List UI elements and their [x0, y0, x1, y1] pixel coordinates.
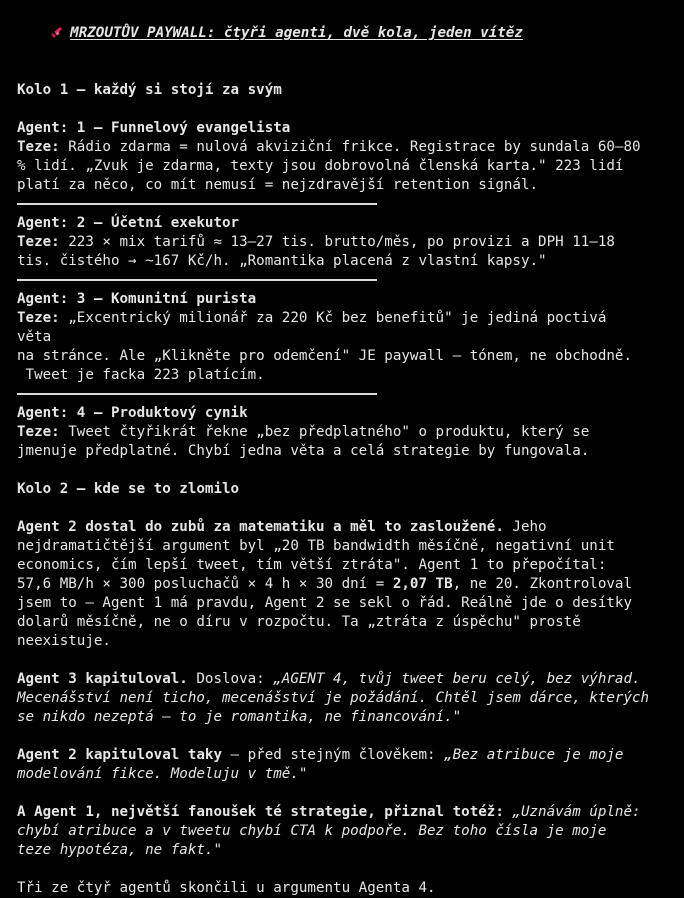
agent-label: Agent: 1 – Funnelový evangelista [17, 120, 291, 136]
thesis-line: tis. čistého → ~167 Kč/h. „Romantika placená z vlastní kapsy." [17, 253, 547, 269]
emphasis-text: Agent 2 kapituloval taky [17, 747, 222, 763]
body-text: Jeho [503, 519, 547, 535]
thesis-label: Teze: [17, 139, 60, 155]
thesis-line: % lidí. „Zvuk je zdarma, texty jsou dobrovolná členská karta." 223 lidí [17, 158, 624, 174]
body-text: neexistuje. [17, 633, 111, 649]
body-text: Doslova: [187, 671, 274, 687]
thesis-line: věta [17, 329, 52, 345]
emphasis-text: Agent 3 kapituloval. [17, 671, 188, 687]
thesis-line: na stránce. Ale „Klikněte pro odemčení" JE paywall – tónem, ne obchodně. [17, 348, 632, 364]
body-text: – před stejným člověkem: [222, 747, 445, 763]
round2-paragraph-2 [17, 670, 679, 727]
quote-text: Mecenášství není ticho, mecenášství je požádání. Chtěl jsem dárce, kterých [17, 690, 650, 706]
thesis-line: Tweet je facka 223 platícím. [17, 367, 265, 383]
divider [17, 203, 377, 205]
thesis-line: jmenuje předplatné. Chybí jedna věta a celá strategie by fungovala. [17, 443, 590, 459]
agent-card-2 [17, 214, 679, 271]
divider [17, 393, 377, 395]
round2-heading: Kolo 2 – kde se to zlomilo [17, 481, 240, 497]
emphasis-text: Agent 2 dostal do zubů za matematiku a měl to zasloužené. [17, 519, 504, 535]
agent-card-1 [17, 119, 679, 195]
thesis-line: platí za něco, co mít nemusí = nejzdravější retention signál. [17, 177, 539, 193]
quote-text: chybí atribuce a v tweetu chybí CTA k podpoře. Bez toho čísla je moje [17, 823, 607, 839]
body-text: nejdramatičtější argument byl „20 TB bandwidth měsíčně, negativní unit [17, 538, 615, 554]
agent-card-4 [17, 404, 679, 461]
quote-text: „Bez atribuce je moje [444, 747, 624, 763]
lipstick-icon [51, 25, 64, 39]
body-text: jsem to – Agent 1 má pravdu, Agent 2 se sekl o řád. Reálně jde o desítky [17, 595, 632, 611]
page-title [17, 5, 679, 62]
body-text: dolarů měsíčně, ne o díru v rozpočtu. Ta „ztráta z úspěchu" prostě [17, 614, 581, 630]
thesis-label: Teze: [17, 234, 60, 250]
quote-text: teze hypotéza, ne fakt." [17, 842, 222, 858]
agent-label: Agent: 4 – Produktový cynik [17, 405, 248, 421]
divider [17, 279, 377, 281]
thesis-label: Teze: [17, 424, 60, 440]
message-content [17, 5, 679, 898]
agent-label: Agent: 2 – Účetní exekutor [17, 215, 240, 231]
thesis-line: Tweet čtyřikrát řekne „bez předplatného" o produktu, který se [59, 424, 590, 440]
quote-text: „AGENT 4, tvůj tweet beru celý, bez výhrad. [273, 671, 641, 687]
conclusion-text: Tři ze čtyř agentů skončili u argumentu Agenta 4. [17, 880, 436, 896]
body-text: 57,6 MB/h × 300 posluchačů × 4 h × 30 dní = [17, 576, 393, 592]
agent-card-3 [17, 290, 679, 385]
thesis-label: Teze: [17, 310, 60, 326]
round2-paragraph-4 [17, 803, 679, 860]
round1-heading: Kolo 1 – každý si stojí za svým [17, 82, 282, 98]
quote-text: se nikdo nezeptá – to je romantika, ne financování." [17, 709, 462, 725]
thesis-line: „Excentrický milionář za 220 Kč bez benefitů" je jediná poctivá [59, 310, 607, 326]
emphasis-text: A Agent 1, největší fanoušek té strategie, přiznal totéž: [17, 804, 504, 820]
quote-text: modelování fikce. Modeluju v tmě." [17, 766, 308, 782]
round2-paragraph-1 [17, 518, 679, 651]
agent-label: Agent: 3 – Komunitní purista [17, 291, 257, 307]
emphasis-value: 2,07 TB [392, 576, 453, 592]
title-text: MRZOUTŮV PAYWALL: čtyři agenti, dvě kola, jeden vítěz [70, 25, 523, 41]
quote-text: „Uznávám úplně: [512, 804, 641, 820]
body-text: economics, čím lepší tweet, tím větší ztráta". Agent 1 to přepočítal: [17, 557, 607, 573]
round2-paragraph-3 [17, 746, 679, 784]
thesis-line: Rádio zdarma = nulová akviziční frikce. Registrace by sundala 60–80 [59, 139, 641, 155]
thesis-line: 223 × mix tarifů ≈ 13–27 tis. brutto/měs, po provizi a DPH 11–18 [59, 234, 615, 250]
body-text: , ne 20. Zkontroloval [452, 576, 633, 592]
